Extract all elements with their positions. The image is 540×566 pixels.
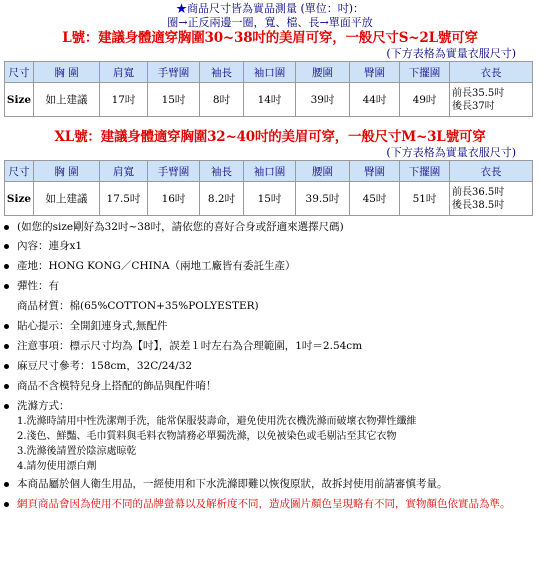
bullet-icon [4,502,9,507]
material-note: 商品材質：棉(65%COTTON+35%POLYESTER) [17,300,259,312]
col-header-waist: 腰圍 [296,161,350,182]
col-header-hem: 下擺圍 [400,62,450,83]
color-note: 網頁商品會因為使用不同的品牌螢幕以及解析度不同，造成圖片顏色呈現略有不同，實物顏色依實品為準。 [17,498,511,510]
bullet-icon [4,324,9,329]
cell-hem: 49吋 [400,83,450,117]
bullet-icon [4,364,9,369]
bullet-icon [4,244,9,249]
bullet-icon [4,284,9,289]
list-item [0,379,540,394]
washing-line: 3.洗滌後請置於陰涼處晾乾 [17,446,137,457]
caution-note: 注意事項：標示尺寸均為【吋】，誤差１吋左右為合理範圍，1吋＝2.54cm [17,340,363,352]
size-l-heading: L號：建議身體適穿胸圍30~38吋的美眉可穿，一般尺寸S~2L號可穿 [62,30,478,46]
cell-waist: 39吋 [296,83,350,117]
header-title-line [0,2,540,16]
washing-line: 4.請勿使用漂白劑 [17,461,97,472]
col-header-shoulder: 肩寬 [100,62,148,83]
bullet-icon [4,482,9,487]
list-item [0,299,540,314]
star-icon: ★ [175,2,187,15]
cell-sleeve: 8.2吋 [200,182,244,216]
col-header-length: 衣長 [450,161,533,182]
list-item [0,497,540,512]
content-note: 內容：連身x1 [17,240,83,252]
col-header-cuff: 袖口圍 [244,62,296,83]
cell-waist: 39.5吋 [296,182,350,216]
cell-cuff: 14吋 [244,83,296,117]
col-header-chest: 胸 圍 [34,161,100,182]
washing-line: 1.洗滌時請用中性洗潔劑手洗，能常保服裝壽命，避免使用洗衣機洗滌而破壞衣物彈性纖維 [17,416,417,427]
size-xl-subnote: (下方表格為實量衣服尺寸) [386,146,516,159]
cell-shoulder: 17.5吋 [100,182,148,216]
cell-arm: 16吋 [148,182,200,216]
bullet-icon [4,264,9,269]
table-row [5,182,533,216]
col-header-arm: 手臂圍 [148,62,200,83]
hygiene-note: 本商品屬於個人衛生用品，一經使用和下水洗滌即難以恢復原狀，故拆封使用前請審慎考量。 [17,478,448,490]
list-item [0,220,540,235]
front-length: 前長35.5吋 [452,87,505,99]
measure-method: 圈→正反兩邊一圈，寬、檔、長→單面平放 [167,16,373,29]
size-xl-heading: XL號：建議身體適穿胸圍32~40吋的美眉可穿，一般尺寸M~3L號可穿 [54,129,486,145]
cell-hip: 45吋 [350,182,400,216]
col-header-waist: 腰圍 [296,62,350,83]
cell-hem: 51吋 [400,182,450,216]
bullet-icon [4,384,9,389]
bullet-icon [4,404,9,409]
col-header-sleeve: 袖長 [200,161,244,182]
col-header-size: 尺寸 [5,62,34,83]
cell-chest: 如上建議 [34,182,100,216]
accessories-note: 商品不含模特兒身上搭配的飾品與配件唷！ [17,380,217,392]
bullet-icon [4,344,9,349]
cell-cuff: 15吋 [244,182,296,216]
table-header-row [5,161,533,182]
cell-hip: 44吋 [350,83,400,117]
list-item [0,399,540,474]
col-header-sleeve: 袖長 [200,62,244,83]
bullet-icon [4,225,9,230]
header-title: 商品尺寸皆為實品測量 (單位：吋)： [186,2,365,15]
cell-length [450,83,533,117]
col-header-hem: 下擺圍 [400,161,450,182]
col-header-hip: 臀圍 [350,161,400,182]
size-l-table [4,61,533,117]
cell-sleeve: 8吋 [200,83,244,117]
col-header-length: 衣長 [450,62,533,83]
list-item [0,319,540,334]
model-note: (如您的size剛好為32吋~38吋，請依您的喜好合身或舒適來選擇尺碼) [17,221,344,233]
col-header-arm: 手臂圍 [148,161,200,182]
cell-length [450,182,533,216]
col-header-cuff: 袖口圍 [244,161,296,182]
origin-note: 產地：HONG KONG／CHINA（兩地工廠皆有委託生產） [17,260,296,272]
cell-arm: 15吋 [148,83,200,117]
list-item [0,259,540,274]
table-row [5,83,533,117]
col-header-size: 尺寸 [5,161,34,182]
col-header-hip: 臀圍 [350,62,400,83]
product-size-info [0,2,540,566]
washing-line: 2.淺色、鮮豔、毛巾質料與毛料衣物請務必單獨洗滌，以免被染色或毛剔沾至其它衣物 [17,431,397,442]
col-header-chest: 胸 圍 [34,62,100,83]
list-item [0,239,540,254]
back-length: 後長37吋 [452,100,495,112]
elasticity-note: 彈性：有 [17,280,59,292]
list-item [0,279,540,294]
col-header-shoulder: 肩寬 [100,161,148,182]
model-size-note: 麻豆尺寸參考：158cm，32C/24/32 [17,360,193,372]
row-label: Size [5,182,34,216]
row-label: Size [5,83,34,117]
table-header-row [5,62,533,83]
front-length: 前長36.5吋 [452,186,505,198]
size-l-subnote: (下方表格為實量衣服尺寸) [386,47,516,60]
tip-note: 貼心提示：全開釦連身式,無配件 [17,320,168,332]
list-item [0,359,540,374]
cell-chest: 如上建議 [34,83,100,117]
washing-title: 洗滌方式： [17,400,70,412]
list-item [0,339,540,354]
list-item [0,477,540,492]
cell-shoulder: 17吋 [100,83,148,117]
product-notes-list [0,220,540,512]
back-length: 後長38.5吋 [452,199,505,211]
size-xl-table [4,160,533,216]
